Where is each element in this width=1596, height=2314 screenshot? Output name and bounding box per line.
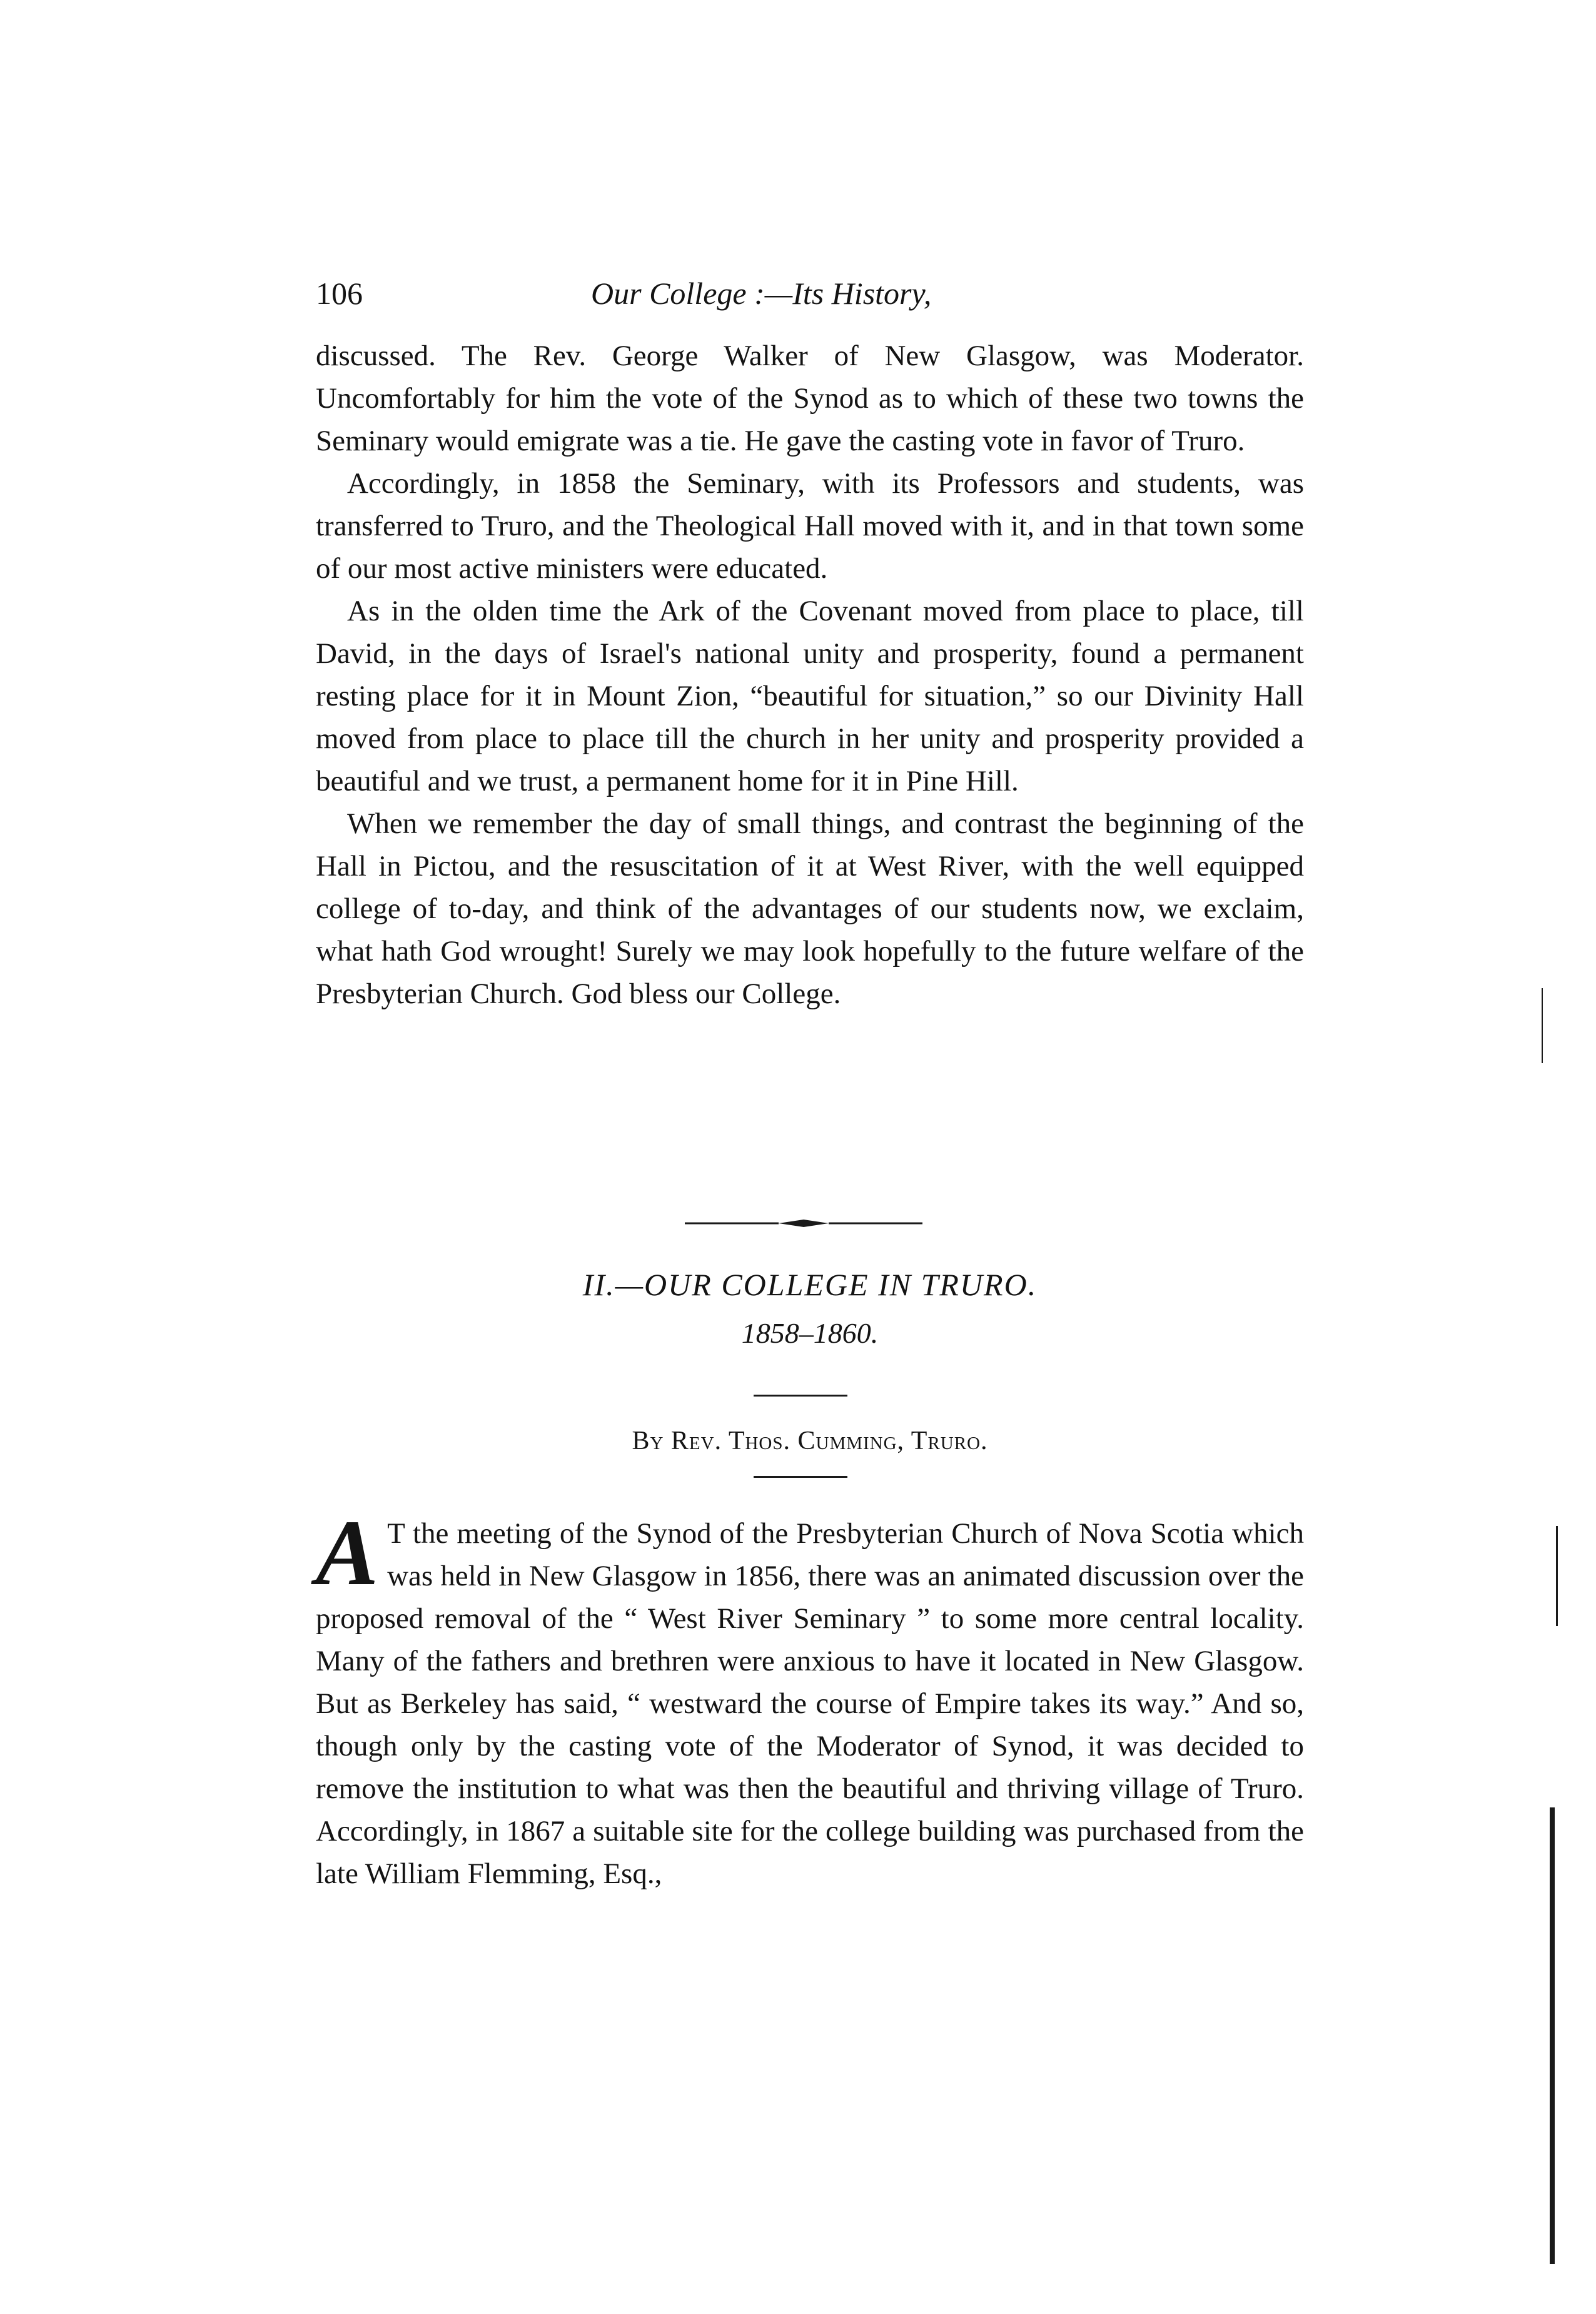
- rule-divider: [754, 1395, 847, 1397]
- section-dates: 1858–1860.: [741, 1317, 879, 1349]
- drop-cap: A: [316, 1501, 379, 1605]
- paragraph: Accordingly, in 1858 the Seminary, with its Professors and students, was transferred to Truro, and the Theological Hall moved with it, and in that town some of our most active ministers were educated.: [316, 467, 1304, 585]
- paragraph: When we remember the day of small things, and contrast the beginning of the Hall in Pictou, and the resuscitation of it at West River, with the well equipped college of to-day, and think of the advantages of our students now, we exclaim, what hath God wrought! Surely we may look hopefully to the future welfare of the Presbyterian Church. God bless our College.: [316, 807, 1304, 1010]
- top-text-block: [316, 335, 1304, 1015]
- page-header: [316, 275, 1304, 319]
- scan-edge-line: [1556, 1526, 1558, 1626]
- section-divider-ornament: [685, 1220, 922, 1227]
- page-number: 106: [316, 276, 363, 311]
- author-byline: By Rev. Thos. Cumming, Truro.: [632, 1427, 988, 1455]
- paragraph: discussed. The Rev. George Walker of New Glasgow, was Moderator. Uncomfortably for him the vote of the Synod as to which of these two towns the Seminary would emigrate was a tie. He gave the casting vote in favor of Truro.: [316, 340, 1304, 457]
- running-head: Our College :—Its History,: [591, 276, 932, 311]
- paragraph: [316, 1501, 1304, 1895]
- rule-divider: [754, 1476, 847, 1478]
- paragraph: As in the olden time the Ark of the Covenant moved from place to place, till David, in the days of Israel's national unity and prosperity, found a permanent resting place for it in Mount Zion, “beautiful for situation,” so our Divinity Hall moved from place to place till the church in her unity and prosperity provided a beautiful and we trust, a permanent home for it in Pine Hill.: [316, 595, 1304, 797]
- bottom-text-block: [316, 1501, 1304, 1895]
- section-title: II.—OUR COLLEGE IN TRURO.: [582, 1267, 1038, 1302]
- paragraph-text: T the meeting of the Synod of the Presbyterian Church of Nova Scotia which was held in New Glasgow in 1856, there was an animated discussion over the proposed removal of the “ West River Seminary ” to some more central locality. Many of the fathers and brethren were anxious to have it located in New Glasgow. But as Berkeley has said, “ westward the course of Empire takes its way.” And so, though only by the casting vote of the Moderator of Synod, it was decided to remove the institution to what was then the beautiful and thriving village of Truro. Accordingly, in 1867 a suitable site for the college building was purchased from the late William Flemming, Esq.,: [316, 1517, 1304, 1890]
- scan-edge-line: [1550, 1807, 1555, 2264]
- scan-edge-line: [1542, 988, 1543, 1063]
